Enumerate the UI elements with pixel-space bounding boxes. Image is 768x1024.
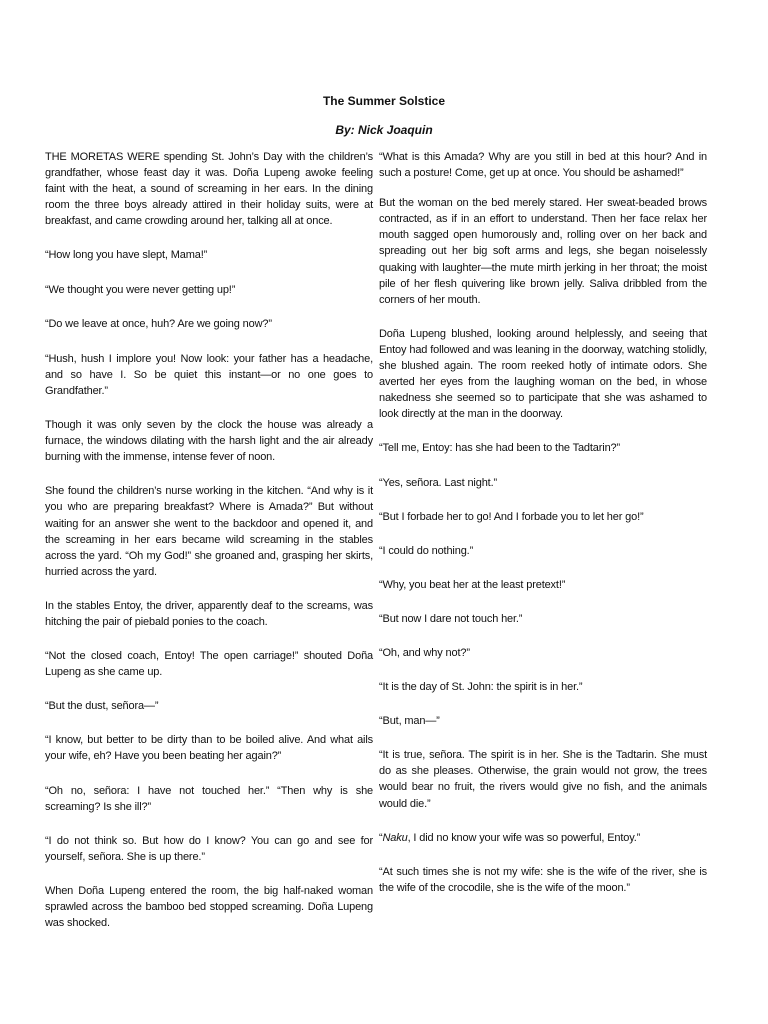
paragraph: “Oh, and why not?” <box>379 646 470 659</box>
paragraph: “But now I dare not touch her.” <box>379 612 523 625</box>
quote-open: “ <box>379 831 383 844</box>
paragraph: “We thought you were never getting up!” <box>45 283 236 296</box>
paragraph: “It is true, señora. The spirit is in her. She is the Tadtarin. She must do as she pleases. Otherwise, the grain would not grow, the trees would bear no fruit, the rivers would give no fish, and the animals would die.” <box>379 749 707 810</box>
paragraph: “Hush, hush I implore you! Now look: your father has a headache, and so have I. So be quiet this instant—or no one goes to Grandfather.” <box>45 352 373 397</box>
paragraph: “It is the day of St. John: the spirit is in her.” <box>379 681 583 694</box>
paragraph: “Why, you beat her at the least pretext!” <box>379 578 566 591</box>
paragraph: “But, man—” <box>379 715 440 728</box>
paragraph: “Not the closed coach, Entoy! The open carriage!” shouted Doña Lupeng as she came up. <box>45 650 373 679</box>
paragraph: She found the children’s nurse working in the kitchen. “And why is it you who are preparing breakfast? Where is Amada?” But without waiting for an answer she went to the backdoor and opened it, and the screaming in her ears became wild screaming in the stables across the yard. “Oh my God!” she groaned and, grasping her skirts, hurried across the yard. <box>45 485 373 578</box>
paragraph: Though it was only seven by the clock the house was already a furnace, the windows dilating with the harsh light and the air already burning with the immense, intense fever of noon. <box>45 419 373 464</box>
paragraph: “I do not think so. But how do I know? You can go and see for yourself, señora. She is up there.” <box>45 834 373 863</box>
paragraph: Doña Lupeng blushed, looking around helplessly, and seeing that Entoy had followed and was leaning in the doorway, watching stolidly, she blushed again. The room reeked hotly of intimate odors. She averted her eyes from the laughing woman on the bed, in whose nakedness she seemed so to participate that she was ashamed to look directly at the man in the doorway. <box>379 327 707 421</box>
paragraph: “What is this Amada? Why are you still in bed at this hour? And in such a posture! Come, get up at once. You should be ashamed!” <box>379 151 707 180</box>
paragraph: “How long you have slept, Mama!” <box>45 249 208 262</box>
paragraph: “I could do nothing.” <box>379 544 474 557</box>
paragraph: “At such times she is not my wife: she is the wife of the river, she is the wife of the crocodile, she is the wife of the moon.” <box>379 865 707 894</box>
paragraph: THE MORETAS WERE spending St. John’s Day with the children’s grandfather, whose feast day it was. Doña Lupeng awoke feeling faint with the heat, a sound of screaming in her ears. In the dining room the three boys already attired in their holiday suits, were at breakfast, and came crowding around her, talking all at once. <box>45 151 373 228</box>
paragraph: “Do we leave at once, huh? Are we going now?” <box>45 317 272 330</box>
paragraph: “But the dust, señora—” <box>45 700 159 713</box>
left-column <box>45 149 373 931</box>
italic-word: Naku <box>382 831 408 844</box>
paragraph: “Tell me, Entoy: has she had been to the Tadtarin?” <box>379 442 621 455</box>
paragraph-rest: , I did no know your wife was so powerful, Entoy.” <box>407 831 641 844</box>
paragraph: In the stables Entoy, the driver, apparently deaf to the screams, was hitching the pair of piebald ponies to the coach. <box>45 599 373 628</box>
paragraph: “I know, but better to be dirty than to be boiled alive. And what ails your wife, eh? Have you been beating her again?” <box>45 734 373 763</box>
document-author: By: Nick Joaquin <box>335 123 433 137</box>
paragraph: “Oh no, señora: I have not touched her.” “Then why is she screaming? Is she ill?” <box>45 784 373 813</box>
document-title: The Summer Solstice <box>322 94 446 108</box>
paragraph: But the woman on the bed merely stared. Her sweat-beaded brows contracted, as if in an effort to understand. Then her face relax her mouth sagged open humorously and, rolling over on her back and spreading out her big soft arms and legs, she began noiselessly quaking with laughter—the mute mirth jerking in her throat; the moist pile of her flesh quivering like brown jelly. Saliva dribbled from the corners of her mouth. <box>379 197 707 306</box>
right-column <box>379 149 707 896</box>
paragraph: When Doña Lupeng entered the room, the big half-naked woman sprawled across the bamboo bed stopped screaming. Doña Lupeng was shocked. <box>45 884 373 930</box>
paragraph <box>379 830 707 846</box>
paragraph: “Yes, señora. Last night.” <box>379 476 497 489</box>
paragraph: “But I forbade her to go! And I forbade you to let her go!” <box>379 510 644 523</box>
